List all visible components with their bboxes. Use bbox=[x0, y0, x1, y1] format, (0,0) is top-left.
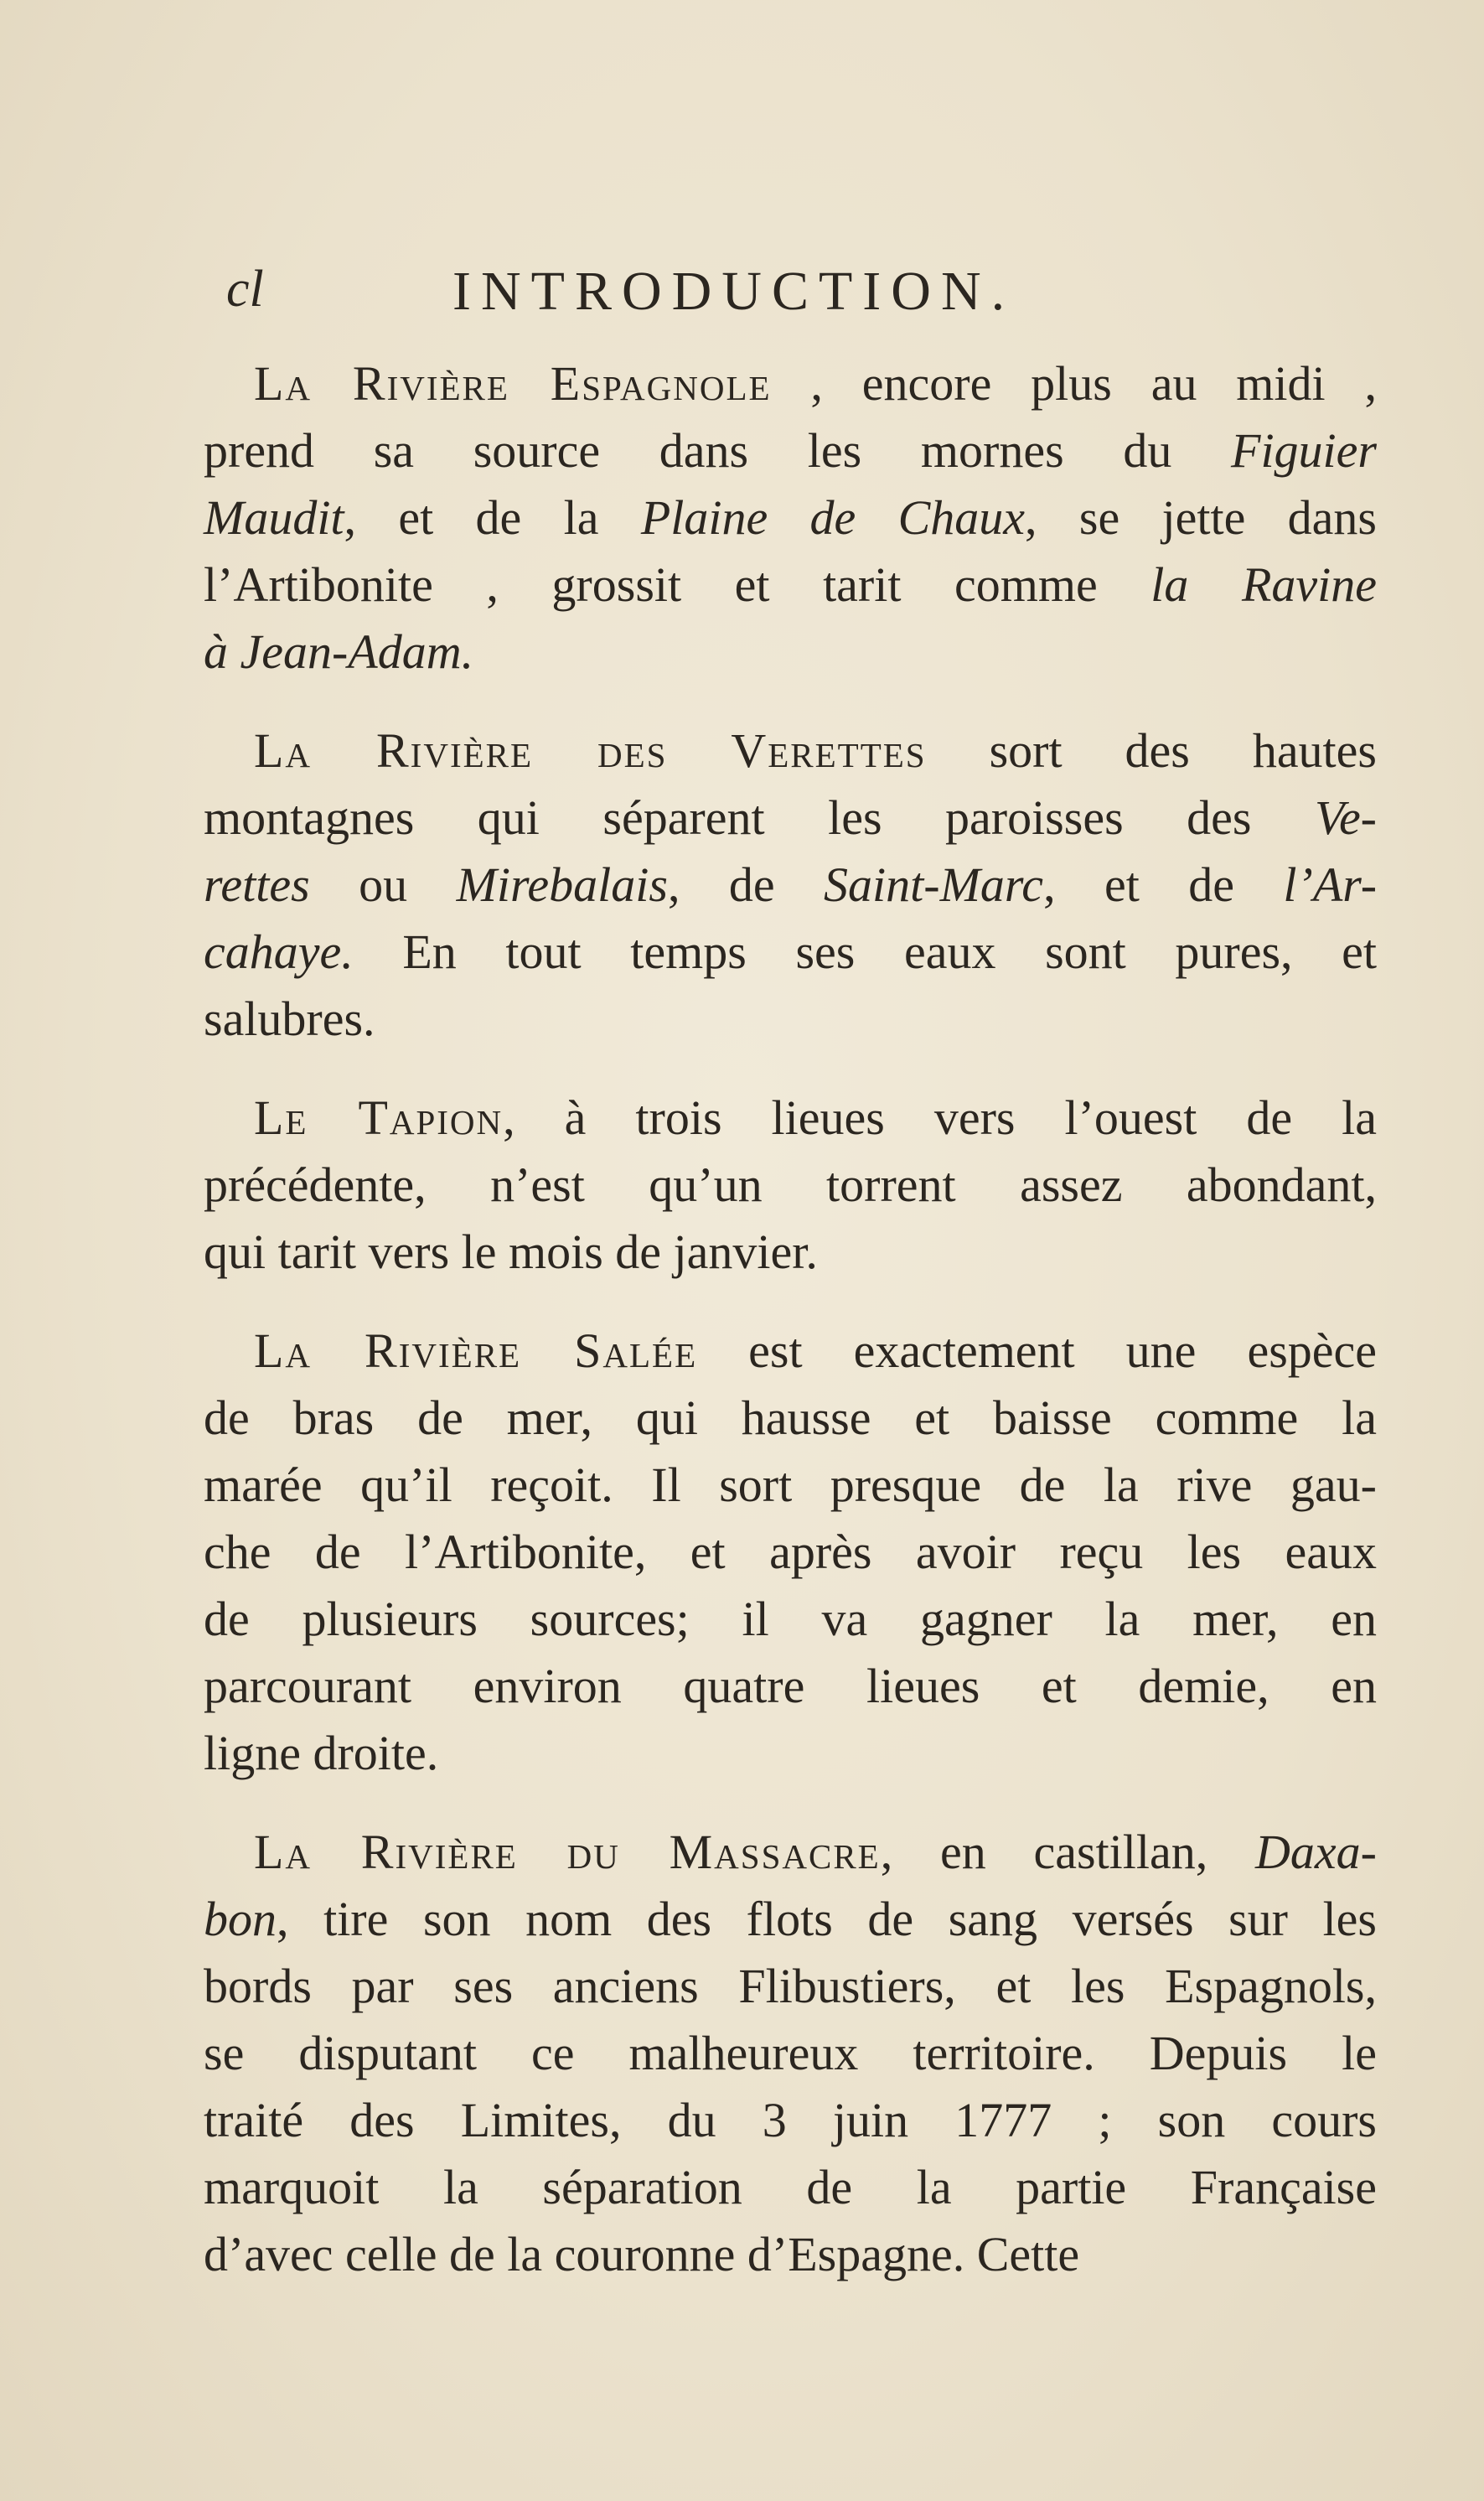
text-line bbox=[204, 1886, 1377, 1953]
text-line bbox=[204, 1385, 1377, 1452]
text-line bbox=[204, 350, 1377, 417]
text-run: , et de la bbox=[344, 490, 641, 545]
text-line bbox=[204, 1653, 1377, 1720]
text-run: traité des Limites, du 3 juin 1777 ; son cours bbox=[204, 2093, 1377, 2147]
text-line bbox=[204, 1152, 1377, 1219]
text-run: précédente, n’est qu’un torrent assez abondant, bbox=[204, 1157, 1377, 1212]
text-line bbox=[204, 986, 1377, 1053]
text-run: , en castillan, bbox=[880, 1825, 1256, 1879]
section-name: La Rivière du Massacre bbox=[254, 1825, 881, 1879]
italic-text: Ve- bbox=[1314, 790, 1377, 845]
paragraph bbox=[204, 1819, 1377, 2288]
section-name: Le Tapion bbox=[254, 1090, 504, 1145]
text-line bbox=[204, 2020, 1377, 2087]
text-line bbox=[204, 484, 1377, 551]
text-run: se disputant ce malheureux territoire. Depuis le bbox=[204, 2026, 1377, 2080]
section-name: La Rivière Salée bbox=[254, 1323, 698, 1378]
text-line bbox=[204, 551, 1377, 619]
text-line bbox=[204, 784, 1377, 852]
text-run: d’avec celle de la couronne d’Espagne. Cette bbox=[204, 2227, 1080, 2281]
text-run: marquoit la séparation de la partie Française bbox=[204, 2160, 1377, 2214]
text-run: est exactement une espèce bbox=[697, 1323, 1377, 1378]
italic-text: bon bbox=[204, 1892, 277, 1946]
text-run: l’Artibonite , grossit et tarit comme bbox=[204, 557, 1151, 612]
text-run: marée qu’il reçoit. Il sort presque de la rive gau- bbox=[204, 1458, 1377, 1512]
italic-text: à Jean-Adam. bbox=[204, 624, 474, 679]
text-line bbox=[204, 619, 1377, 686]
text-run: salubres. bbox=[204, 992, 375, 1046]
paragraph bbox=[204, 717, 1377, 1053]
section-name: La Rivière des Verettes bbox=[254, 723, 927, 778]
text-run: qui tarit vers le mois de janvier. bbox=[204, 1225, 818, 1279]
paragraph bbox=[204, 1085, 1377, 1286]
text-line bbox=[204, 717, 1377, 784]
text-run: parcourant environ quatre lieues et demie, en bbox=[204, 1659, 1377, 1713]
text-run: bords par ses anciens Flibustiers, et les Espagnols, bbox=[204, 1959, 1377, 2013]
text-run: de bras de mer, qui hausse et baisse comme la bbox=[204, 1390, 1377, 1445]
text-run: montagnes qui séparent les paroisses des bbox=[204, 790, 1315, 845]
text-line bbox=[204, 1720, 1377, 1787]
text-line bbox=[204, 2154, 1377, 2221]
text-line bbox=[204, 1519, 1377, 1586]
text-line bbox=[204, 1953, 1377, 2020]
text-run: , de bbox=[667, 857, 825, 912]
text-run: che de l’Artibonite, et après avoir reçu les eaux bbox=[204, 1525, 1377, 1579]
text-run: , et de bbox=[1043, 857, 1284, 912]
text-line bbox=[204, 1219, 1377, 1286]
text-line bbox=[204, 919, 1377, 986]
text-run: , tire son nom des flots de sang versés sur les bbox=[277, 1892, 1377, 1946]
text-run: , se jette dans bbox=[1025, 490, 1377, 545]
body-text bbox=[204, 350, 1377, 2320]
italic-text: cahaye. bbox=[204, 924, 354, 979]
text-run: , à trois lieues vers l’ouest de la bbox=[503, 1090, 1377, 1145]
text-line bbox=[204, 1452, 1377, 1519]
text-run: En tout temps ses eaux sont pures, et bbox=[353, 924, 1377, 979]
italic-text: Maudit bbox=[204, 490, 344, 545]
section-name: La Rivière Espagnole bbox=[254, 356, 772, 411]
paragraph bbox=[204, 1318, 1377, 1787]
text-line bbox=[204, 1819, 1377, 1886]
page-number: cl bbox=[226, 261, 264, 318]
italic-text: Mirebalais bbox=[456, 857, 668, 912]
text-line bbox=[204, 1318, 1377, 1385]
text-line bbox=[204, 2087, 1377, 2154]
text-run: prend sa source dans les mornes du bbox=[204, 423, 1232, 478]
text-run: sort des hautes bbox=[926, 723, 1377, 778]
italic-text: Saint-Marc bbox=[824, 857, 1044, 912]
text-line bbox=[204, 1085, 1377, 1152]
text-run: ligne droite. bbox=[204, 1726, 439, 1780]
text-run: , encore plus au midi , bbox=[771, 356, 1377, 411]
running-head bbox=[226, 260, 1399, 335]
text-line bbox=[204, 1586, 1377, 1653]
text-line bbox=[204, 2221, 1377, 2288]
running-title: INTRODUCTION. bbox=[452, 261, 1016, 322]
text-run: ou bbox=[309, 857, 457, 912]
text-run: de plusieurs sources; il va gagner la mer, en bbox=[204, 1592, 1377, 1646]
italic-text: l’Ar- bbox=[1283, 857, 1378, 912]
italic-text: Figuier bbox=[1231, 423, 1377, 478]
text-line bbox=[204, 417, 1377, 484]
italic-text: Plaine de Chaux bbox=[640, 490, 1026, 545]
text-line bbox=[204, 852, 1377, 919]
italic-text: Daxa- bbox=[1255, 1825, 1377, 1879]
paragraph bbox=[204, 350, 1377, 686]
italic-text: la Ravine bbox=[1150, 557, 1377, 612]
italic-text: rettes bbox=[204, 857, 310, 912]
